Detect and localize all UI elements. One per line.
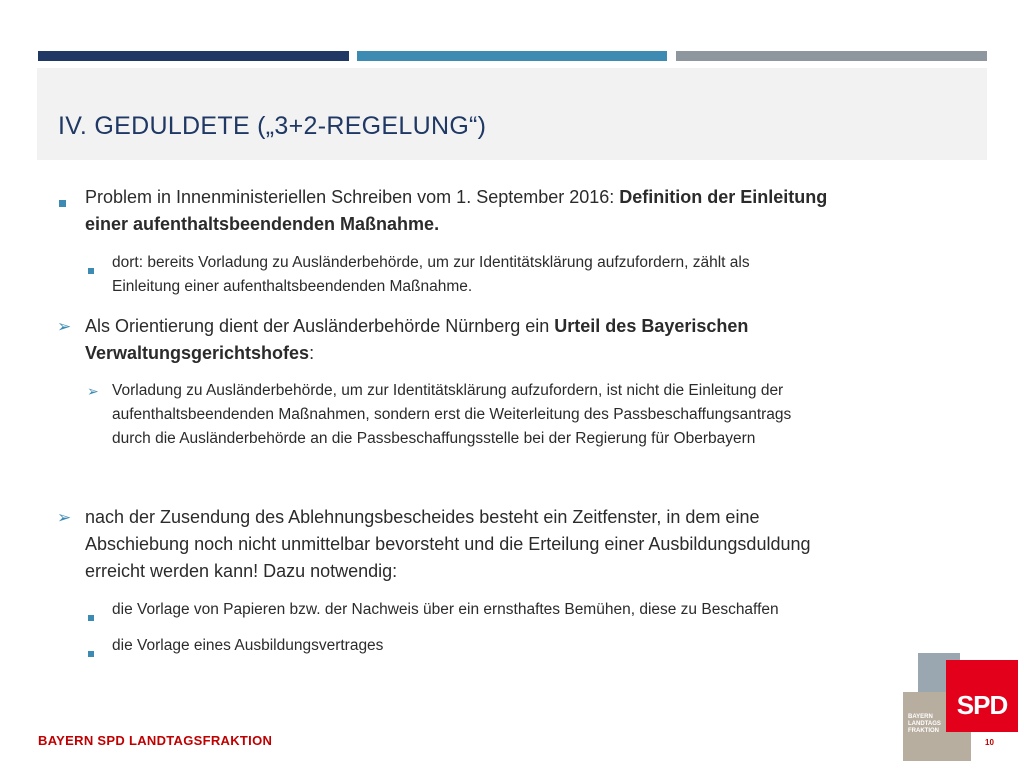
bullet-2 bbox=[85, 313, 975, 367]
bullet-1-bold-line2: einer aufenthaltsbeendenden Maßnahme. bbox=[85, 214, 440, 234]
bullet-2-bold: Urteil des Bayerischen bbox=[554, 316, 749, 336]
bullet-3-line1: nach der Zusendung des Ablehnungsbescheides besteht ein Zeitfenster, in dem eine bbox=[85, 507, 760, 527]
sub-bullet-3a: die Vorlage von Papieren bzw. der Nachweis über ein ernsthaftes Bemühen, diese zu Beschaffen bbox=[112, 601, 779, 618]
sub-bullet-2-line2: aufenthaltsbeendenden Maßnahmen, sondern erst die Weiterleitung des Passbeschaffungsantrags bbox=[112, 406, 792, 423]
square-bullet-icon bbox=[88, 644, 94, 662]
logo-subtext-line3: FRAKTION bbox=[908, 728, 939, 734]
bullet-2-tail: : bbox=[309, 343, 315, 363]
square-bullet-icon bbox=[88, 608, 94, 626]
sub-bullet-1 bbox=[112, 251, 982, 299]
sub-bullet-1-line1: dort: bereits Vorladung zu Ausländerbehörde, um zur Identitätsklärung aufzufordern, zählt als bbox=[112, 254, 750, 271]
bullet-1-bold: Definition der Einleitung bbox=[619, 187, 828, 207]
arrow-bullet-icon: ➢ bbox=[57, 317, 72, 336]
sub-bullet-3b: die Vorlage eines Ausbildungsvertrages bbox=[112, 637, 384, 654]
bullet-2-text: Als Orientierung dient der Ausländerbehörde Nürnberg ein bbox=[85, 316, 555, 336]
spd-logo-text: SPD bbox=[956, 690, 1008, 720]
bullet-1 bbox=[85, 184, 975, 238]
bullet-3-line2: Abschiebung noch nicht unmittelbar bevorsteht und die Erteilung einer Ausbildungsduldung bbox=[85, 534, 811, 554]
bullet-1-text: Problem in Innenministeriellen Schreiben vom 1. September 2016: bbox=[85, 187, 620, 207]
footer-text: BAYERN SPD LANDTAGSFRAKTION bbox=[38, 733, 273, 748]
sub-bullet-2 bbox=[112, 379, 982, 451]
slide-title: IV. GEDULDETE („3+2-REGELUNG“) bbox=[58, 112, 487, 140]
sub-bullet-1-line2: Einleitung einer aufenthaltsbeendenden Maßnahme. bbox=[112, 278, 473, 295]
square-bullet-icon bbox=[88, 261, 94, 279]
logo-subtext bbox=[908, 714, 948, 735]
arrow-bullet-icon: ➢ bbox=[57, 508, 72, 527]
sub-bullet-2-line1: Vorladung zu Ausländerbehörde, um zur Identitätsklärung aufzufordern, ist nicht die Einleitung der bbox=[112, 382, 784, 399]
logo-subtext-line2: LANDTAGS bbox=[908, 721, 941, 727]
bullet-3-line3: erreicht werden kann! Dazu notwendig: bbox=[85, 561, 398, 581]
page-number: 10 bbox=[985, 738, 994, 747]
bullet-3 bbox=[85, 504, 975, 585]
square-bullet-icon bbox=[59, 194, 66, 212]
sub-bullet-2-line3: durch die Ausländerbehörde an die Passbeschaffungsstelle bei der Regierung für Oberbayern bbox=[112, 430, 756, 447]
logo-subtext-line1: BAYERN bbox=[908, 714, 933, 720]
bullet-2-bold-line2: Verwaltungsgerichtshofes bbox=[85, 343, 310, 363]
arrow-bullet-icon: ➢ bbox=[87, 383, 99, 399]
